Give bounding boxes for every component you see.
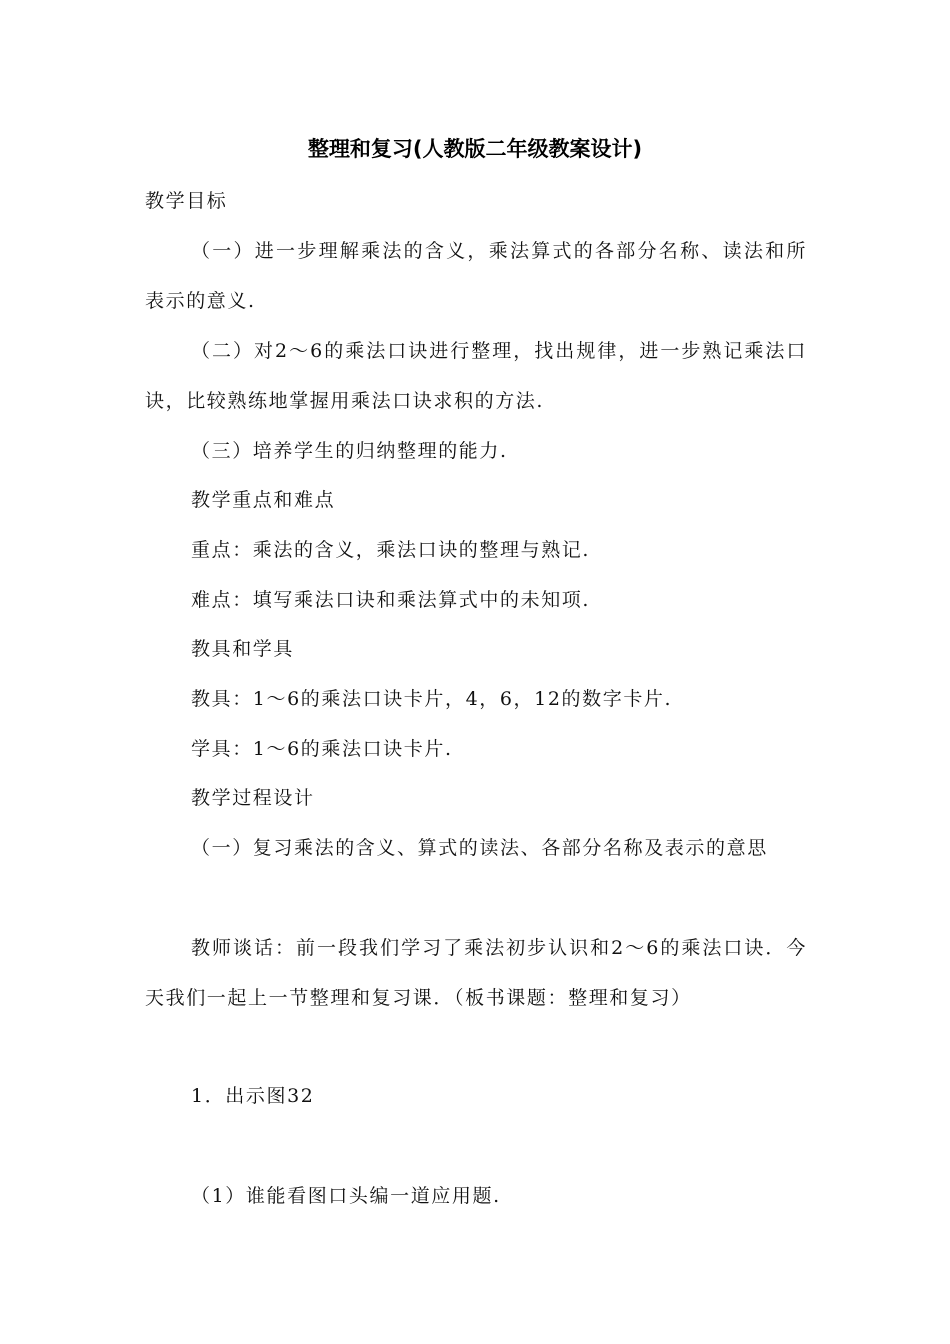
student-aids-paragraph: 学具：1～6的乘法口诀卡片. (191, 738, 453, 760)
objective-2-paragraph: （二）对2～6的乘法口诀进行整理，找出规律，进一步熟记乘法口诀，比较熟练地掌握用乘法口诀求积的方法. (145, 340, 807, 412)
show-figure-paragraph: 1．出示图32 (191, 1085, 315, 1107)
key-point-paragraph: 重点：乘法的含义，乘法口诀的整理与熟记. (191, 539, 591, 561)
document-title: 整理和复习(人教版二年级教案设计) (307, 137, 643, 161)
process-step-1-paragraph: （一）复习乘法的含义、算式的读法、各部分名称及表示的意思 (191, 837, 768, 859)
heading-teaching-process: 教学过程设计 (191, 787, 315, 809)
teacher-talk-paragraph: 教师谈话：前一段我们学习了乘法初步认识和2～6的乘法口诀．今天我们一起上一节整理和复习课．（板书课题：整理和复习） (145, 937, 807, 1009)
objective-1-paragraph: （一）进一步理解乘法的含义，乘法算式的各部分名称、读法和所表示的意义. (145, 240, 807, 312)
teacher-aids-paragraph: 教具：1～6的乘法口诀卡片，4，6，12的数字卡片. (191, 688, 673, 710)
objective-3-paragraph: （三）培养学生的归纳整理的能力. (191, 440, 508, 462)
question-1-paragraph: （1）谁能看图口头编一道应用题. (191, 1185, 501, 1207)
difficulty-paragraph: 难点：填写乘法口诀和乘法算式中的未知项. (191, 589, 591, 611)
heading-teaching-objectives: 教学目标 (145, 190, 228, 212)
heading-teaching-aids: 教具和学具 (191, 638, 295, 660)
heading-key-points: 教学重点和难点 (191, 489, 336, 511)
